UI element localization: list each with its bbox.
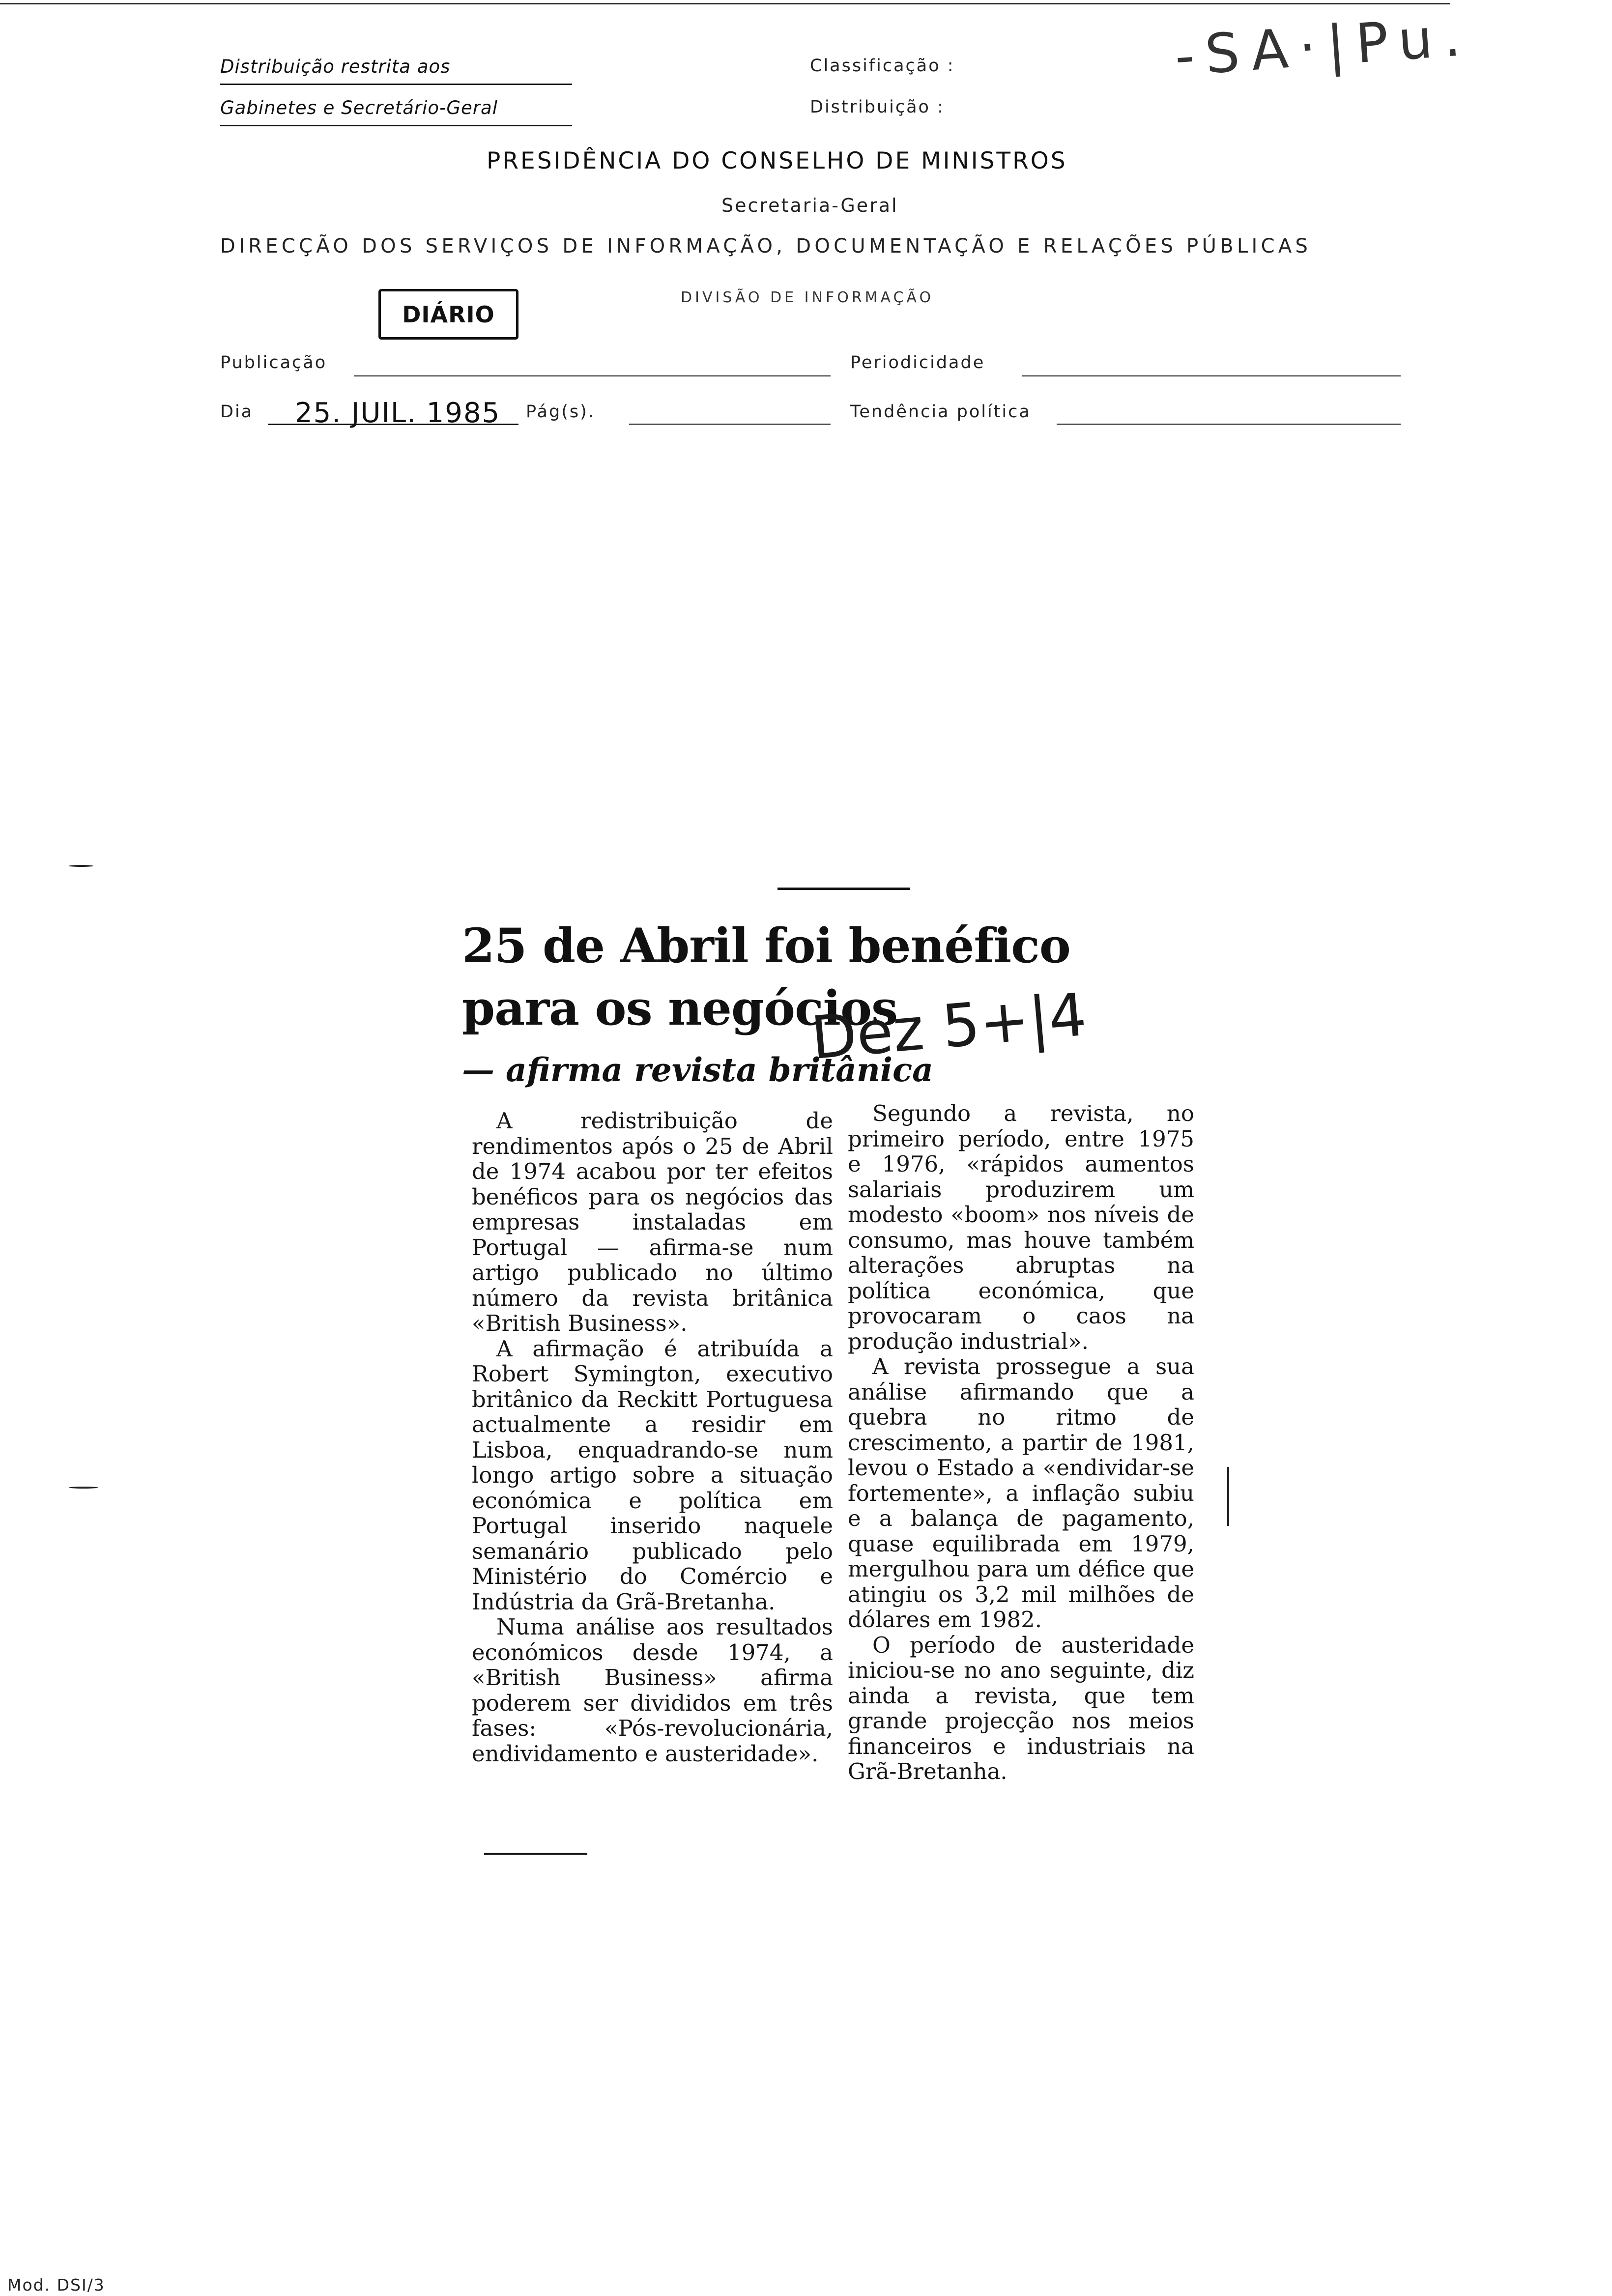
secretaria-geral: Secretaria-Geral — [721, 195, 898, 216]
division-title: DIVISÃO DE INFORMAÇÃO — [681, 289, 934, 306]
handwritten-top-right: -SA·|Pu. — [1173, 4, 1473, 88]
article-subtitle: — afirma revista britânica — [462, 1051, 933, 1089]
model-code: Mod. DSI/3 — [7, 2275, 105, 2295]
dia-value: 25. JUIL. 1985 — [295, 397, 501, 429]
publicacao-label: Publicação — [220, 353, 327, 373]
article-title-line-1: 25 de Abril foi benéfico — [462, 918, 1070, 974]
tendencia-field-line — [1057, 424, 1401, 425]
article-col1-paragraph-1: A redistribuição de rendimentos após o 25 de Abril de 1974 acabou por ter efeitos benéficos para os negócios das empresas instaladas em Portugal — afirma-se num artigo publicado no último número da revista britânica «British Business». — [472, 1108, 833, 1336]
distribution-underline-2 — [220, 125, 572, 126]
article-col1-paragraph-3: Numa análise aos resultados económicos desde 1974, a «British Business» afirma poderem ser divididos em três fases: «Pós-revolucionária, endividamento e austeridade». — [472, 1614, 833, 1767]
diario-stamp-text: DIÁRIO — [402, 301, 495, 328]
diario-stamp — [378, 289, 518, 340]
distribution-line-1: Distribuição restrita aos — [220, 56, 451, 77]
article-col2-paragraph-1: Segundo a revista, no primeiro período, entre 1975 e 1976, «rápidos aumentos salariais produzirem um modesto «boom» nos níveis de consumo, mas houve também alterações abruptas na política económica, que provocaram o caos na produção industrial». — [848, 1100, 1194, 1354]
periodicidade-field-line — [1022, 375, 1401, 376]
directorate-title: DIRECÇÃO DOS SERVIÇOS DE INFORMAÇÃO, DOCUMENTAÇÃO E RELAÇÕES PÚBLICAS — [220, 235, 1312, 258]
tendencia-label: Tendência política — [850, 402, 1031, 422]
dia-field-line — [268, 424, 518, 425]
pags-field-line — [629, 424, 831, 425]
article-col1-paragraph-2: A afirmação é atribuída a Robert Symington, executivo britânico da Reckitt Portuguesa actualmente a residir em Lisboa, enquadrando-se num longo artigo sobre a situação económica e política em Portugal inserido naquele semanário publicado pelo Ministério do Comércio e Indústria da Grã-Bretanha. — [472, 1335, 833, 1615]
distribution-line-2: Gabinetes e Secretário-Geral — [220, 97, 498, 118]
distribution-underline-1 — [220, 84, 572, 85]
periodicidade-label: Periodicidade — [850, 353, 985, 373]
classificacao-label: Classificação : — [810, 56, 955, 76]
scan-mark-left-1 — [69, 865, 93, 867]
article-col2-paragraph-2: A revista prossegue a sua análise afirmando que a quebra no ritmo de crescimento, a partir de 1981, levou o Estado a «endividar-se fortemente», a inflação subiu e a balança de pagamento, quase equilibrada em 1979, mergulhou para um défice que atingiu os 3,2 mil milhões de dólares em 1982. — [848, 1353, 1194, 1633]
distribuicao-label: Distribuição : — [810, 97, 945, 117]
scan-top-edge — [0, 3, 1450, 4]
article-column-2 — [848, 1101, 1194, 1784]
dia-label: Dia — [220, 402, 254, 422]
article-column-1 — [472, 1108, 833, 1766]
scan-mark-right-bar — [1227, 1467, 1229, 1526]
article-col2-paragraph-3: O período de austeridade iniciou-se no ano seguinte, diz ainda a revista, que tem grande projecção nos meios financeiros e industriais na Grã-Bretanha. — [848, 1632, 1194, 1784]
pags-label: Pág(s). — [526, 402, 595, 422]
scan-mark-left-2 — [69, 1487, 98, 1489]
article-bottom-rule — [484, 1853, 587, 1855]
presidency-title: PRESIDÊNCIA DO CONSELHO DE MINISTROS — [487, 147, 1067, 174]
article-top-rule — [777, 888, 910, 890]
publicacao-field-line — [354, 375, 831, 376]
article-title-line-2: para os negócios — [462, 980, 898, 1036]
handwritten-headline-annotation: Dez 5+|4 — [808, 980, 1090, 1073]
